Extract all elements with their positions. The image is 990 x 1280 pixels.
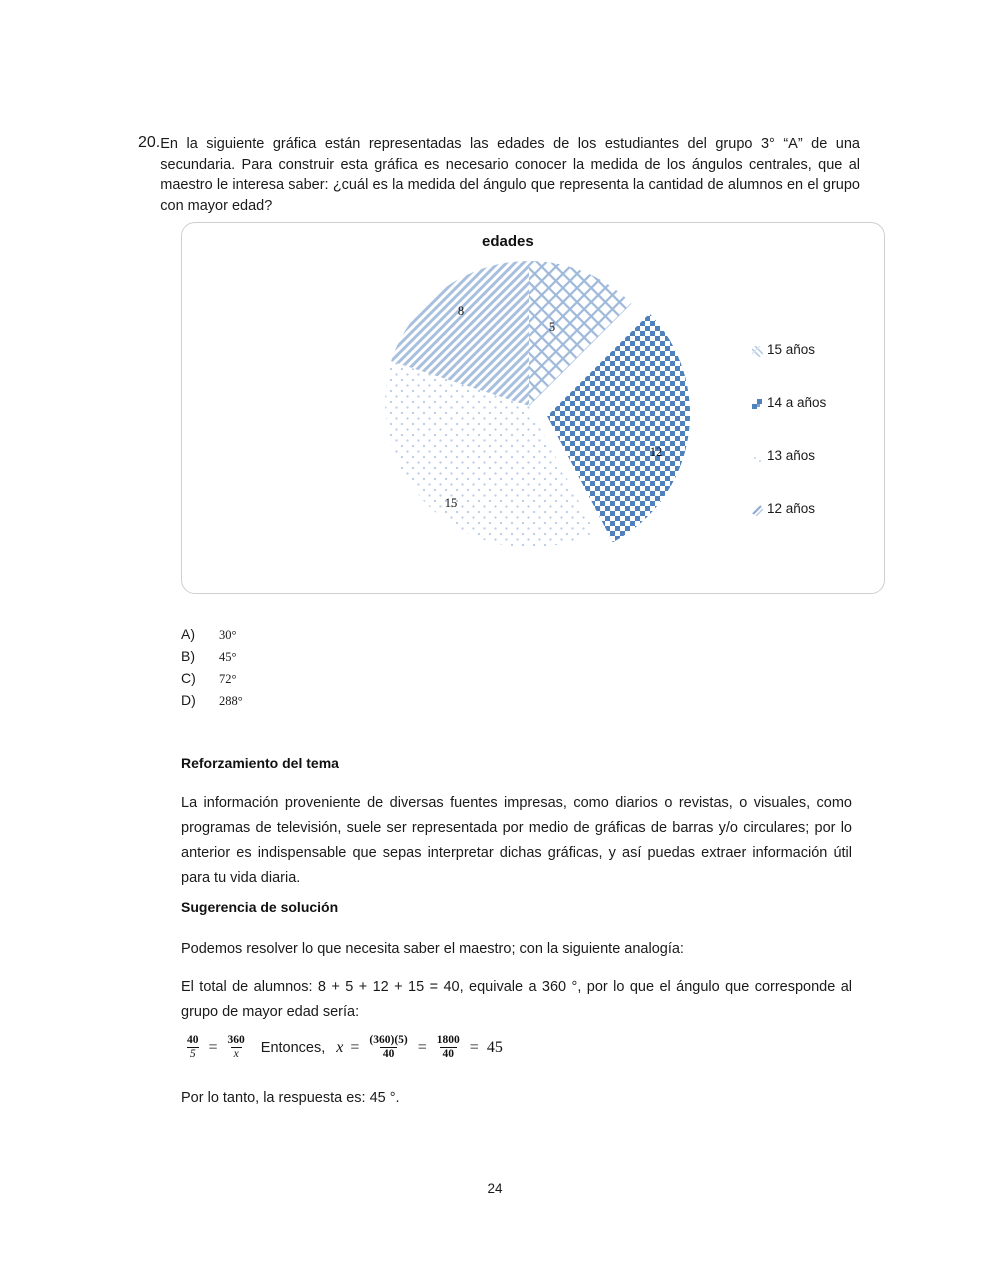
equals-sign-1: = xyxy=(208,1038,218,1056)
fraction-denominator: 5 xyxy=(187,1047,199,1061)
legend-label-15-anos: 15 años xyxy=(767,342,816,357)
question-block xyxy=(138,134,860,216)
option-c-letter: C) xyxy=(181,670,196,686)
paragraph-total-de-alumnos: El total de alumnos: 8 + 5 + 12 + 15 = 40, equivale a 360 °, por lo que el ángulo que corresponde al grupo de mayor edad sería: xyxy=(181,979,852,1020)
pie-label-15: 15 xyxy=(444,496,458,510)
variable-x: x xyxy=(336,1038,344,1056)
legend-label-13-anos: 13 años xyxy=(767,448,816,463)
pie-chart-svg xyxy=(372,251,692,571)
math-equation-line xyxy=(181,1034,503,1061)
legend-swatch-lattice-icon xyxy=(752,344,763,355)
legend-swatch-checkerboard-icon xyxy=(752,397,763,408)
equals-sign-3: = xyxy=(417,1038,427,1056)
option-b-value: 45° xyxy=(219,650,237,664)
pie-chart xyxy=(372,251,692,571)
equals-sign-4: = xyxy=(469,1038,479,1056)
fraction-40-over-5 xyxy=(184,1034,202,1061)
pie-label-8: 8 xyxy=(457,304,465,318)
option-a-value: 30° xyxy=(219,628,237,642)
option-d-value: 288° xyxy=(219,694,243,708)
paragraph-podemos-resolver: Podemos resolver lo que necesita saber el maestro; con la siguiente analogía: xyxy=(181,941,684,957)
option-c[interactable] xyxy=(181,670,481,692)
fraction-360-over-x xyxy=(225,1034,248,1061)
fraction-360x5-over-40 xyxy=(366,1034,410,1061)
legend-label-14-anos: 14 a años xyxy=(767,395,827,410)
page-number: 24 xyxy=(487,1181,503,1196)
fraction-1800-over-40 xyxy=(434,1034,463,1061)
fraction-numerator: 360 xyxy=(227,1034,245,1046)
question-number: 20. xyxy=(138,134,161,151)
legend-swatch-dots-icon xyxy=(752,450,763,461)
option-a-letter: A) xyxy=(181,626,195,642)
chart-title: edades xyxy=(482,233,534,250)
option-b-letter: B) xyxy=(181,648,195,664)
pie-label-12: 12 xyxy=(649,445,663,459)
entonces-text: Entonces, xyxy=(260,1039,326,1056)
math-result-value: 45 xyxy=(486,1038,503,1056)
legend-label-12-anos: 12 años xyxy=(767,501,816,516)
chart-legend xyxy=(752,323,882,535)
fraction-denominator: 40 xyxy=(380,1047,398,1061)
fraction-numerator: (360)(5) xyxy=(369,1034,408,1046)
legend-item-12-anos[interactable] xyxy=(752,482,882,535)
option-a[interactable] xyxy=(181,626,481,648)
legend-swatch-stripes-icon xyxy=(752,503,763,514)
paragraph-reforzamiento: La información proveniente de diversas fuentes impresas, como diarios o revistas, o visuales, como programas de televisión, suele ser representada por medio de gráficas de barras y/o circulares; por lo anterior es indispensable que sepas interpretar dichas gráficas, y así puedas extraer información útil para tu vida diaria. xyxy=(181,795,852,886)
option-d-letter: D) xyxy=(181,692,196,708)
option-b[interactable] xyxy=(181,648,481,670)
option-d[interactable] xyxy=(181,692,481,714)
option-c-value: 72° xyxy=(219,672,237,686)
heading-sugerencia-de-solucion: Sugerencia de solución xyxy=(181,899,339,915)
equals-sign-2: = xyxy=(350,1038,360,1056)
fraction-denominator: 40 xyxy=(440,1047,458,1061)
paragraph-por-lo-tanto: Por lo tanto, la respuesta es: 45 °. xyxy=(181,1090,400,1106)
fraction-numerator: 1800 xyxy=(436,1034,460,1046)
fraction-numerator: 40 xyxy=(187,1034,199,1046)
legend-item-15-anos[interactable] xyxy=(752,323,882,376)
question-text: En la siguiente gráfica están representadas las edades de los estudiantes del grupo 3° “A” de una secundaria. Para construir esta gráfica es necesario conocer la medida de los ángulos centrales, que al maestro le interesa saber: ¿cuál es la medida del ángulo que representa la cantidad de alumnos en el grupo con mayor edad? xyxy=(160,136,860,214)
heading-reforzamiento-del-tema: Reforzamiento del tema xyxy=(181,755,339,771)
answer-options xyxy=(181,626,481,714)
pie-label-5: 5 xyxy=(548,320,556,334)
legend-item-13-anos[interactable] xyxy=(752,429,882,482)
chart-container xyxy=(181,222,885,594)
fraction-denominator: x xyxy=(231,1047,242,1061)
legend-item-14-anos[interactable] xyxy=(752,376,882,429)
